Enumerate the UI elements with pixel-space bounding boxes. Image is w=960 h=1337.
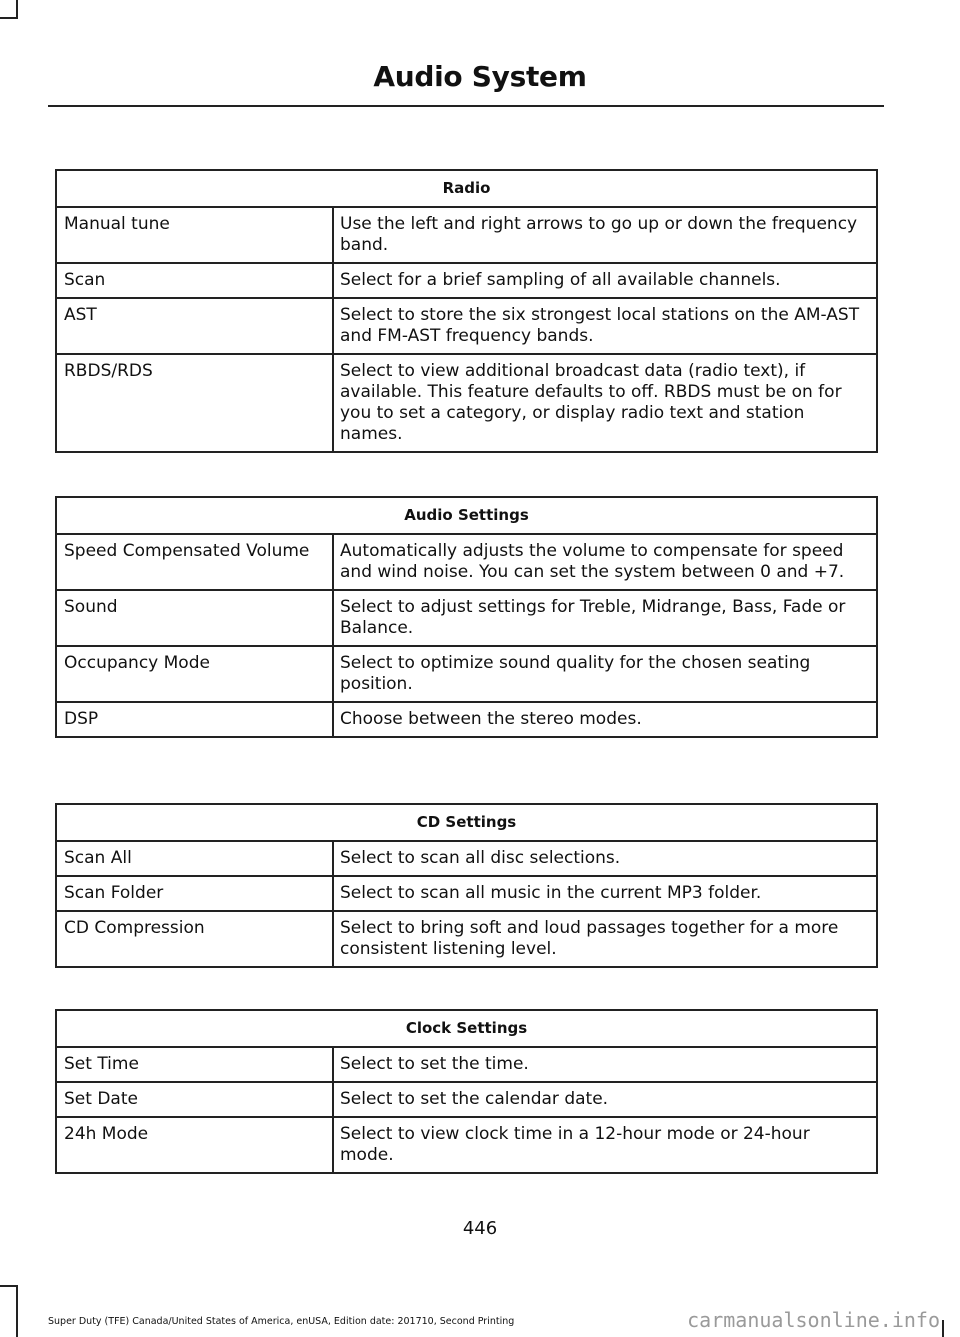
row-label: Scan All: [56, 841, 333, 876]
watermark: carmanualsonline.info: [687, 1308, 940, 1332]
table-row: [56, 590, 877, 646]
cd-settings-table: [55, 803, 878, 968]
row-description: Choose between the stereo modes.: [333, 702, 877, 737]
row-description: Select to set the calendar date.: [333, 1082, 877, 1117]
row-label: CD Compression: [56, 911, 333, 967]
row-description: Select to view additional broadcast data (radio text), if available. This feature defaults to off. RBDS must be on for you to set a category, or display radio text and station names.: [333, 354, 877, 452]
table-title: Audio Settings: [56, 497, 877, 534]
row-description: Select for a brief sampling of all available channels.: [333, 263, 877, 298]
row-label: AST: [56, 298, 333, 354]
table-row: [56, 298, 877, 354]
table-row: [56, 1047, 877, 1082]
table-row: [56, 1117, 877, 1173]
clock-settings-table: [55, 1009, 878, 1174]
row-description: Select to scan all disc selections.: [333, 841, 877, 876]
table-row: [56, 646, 877, 702]
crop-mark: [0, 17, 18, 19]
row-label: Scan: [56, 263, 333, 298]
row-label: Speed Compensated Volume: [56, 534, 333, 590]
row-label: Set Time: [56, 1047, 333, 1082]
row-description: Automatically adjusts the volume to compensate for speed and wind noise. You can set the system between 0 and +7.: [333, 534, 877, 590]
table-row: [56, 702, 877, 737]
table-row: [56, 534, 877, 590]
row-description: Select to set the time.: [333, 1047, 877, 1082]
row-label: Occupancy Mode: [56, 646, 333, 702]
row-description: Select to view clock time in a 12-hour mode or 24-hour mode.: [333, 1117, 877, 1173]
row-description: Select to scan all music in the current MP3 folder.: [333, 876, 877, 911]
row-label: RBDS/RDS: [56, 354, 333, 452]
crop-mark: [16, 1285, 18, 1337]
row-description: Select to store the six strongest local stations on the AM-AST and FM-AST frequency bands.: [333, 298, 877, 354]
row-label: 24h Mode: [56, 1117, 333, 1173]
audio-settings-table: [55, 496, 878, 738]
row-label: Scan Folder: [56, 876, 333, 911]
crop-mark: [0, 1285, 18, 1287]
row-description: Select to optimize sound quality for the chosen seating position.: [333, 646, 877, 702]
page-title: Audio System: [373, 60, 587, 93]
row-label: DSP: [56, 702, 333, 737]
footer-edition-info: Super Duty (TFE) Canada/United States of America, enUSA, Edition date: 201710, Second Printing: [48, 1316, 515, 1327]
page-number: 446: [462, 1218, 498, 1239]
table-row: [56, 911, 877, 967]
row-description: Select to adjust settings for Treble, Midrange, Bass, Fade or Balance.: [333, 590, 877, 646]
table-title: CD Settings: [56, 804, 877, 841]
table-row: [56, 263, 877, 298]
header-divider: [48, 105, 884, 107]
row-description: Select to bring soft and loud passages together for a more consistent listening level.: [333, 911, 877, 967]
table-row: [56, 207, 877, 263]
table-title: Clock Settings: [56, 1010, 877, 1047]
row-label: Set Date: [56, 1082, 333, 1117]
crop-mark: [16, 0, 18, 18]
table-row: [56, 1082, 877, 1117]
table-row: [56, 876, 877, 911]
table-row: [56, 841, 877, 876]
table-title: Radio: [56, 170, 877, 207]
table-row: [56, 354, 877, 452]
crop-mark: [942, 1320, 944, 1337]
row-label: Manual tune: [56, 207, 333, 263]
radio-table: [55, 169, 878, 453]
row-description: Use the left and right arrows to go up or down the frequency band.: [333, 207, 877, 263]
row-label: Sound: [56, 590, 333, 646]
